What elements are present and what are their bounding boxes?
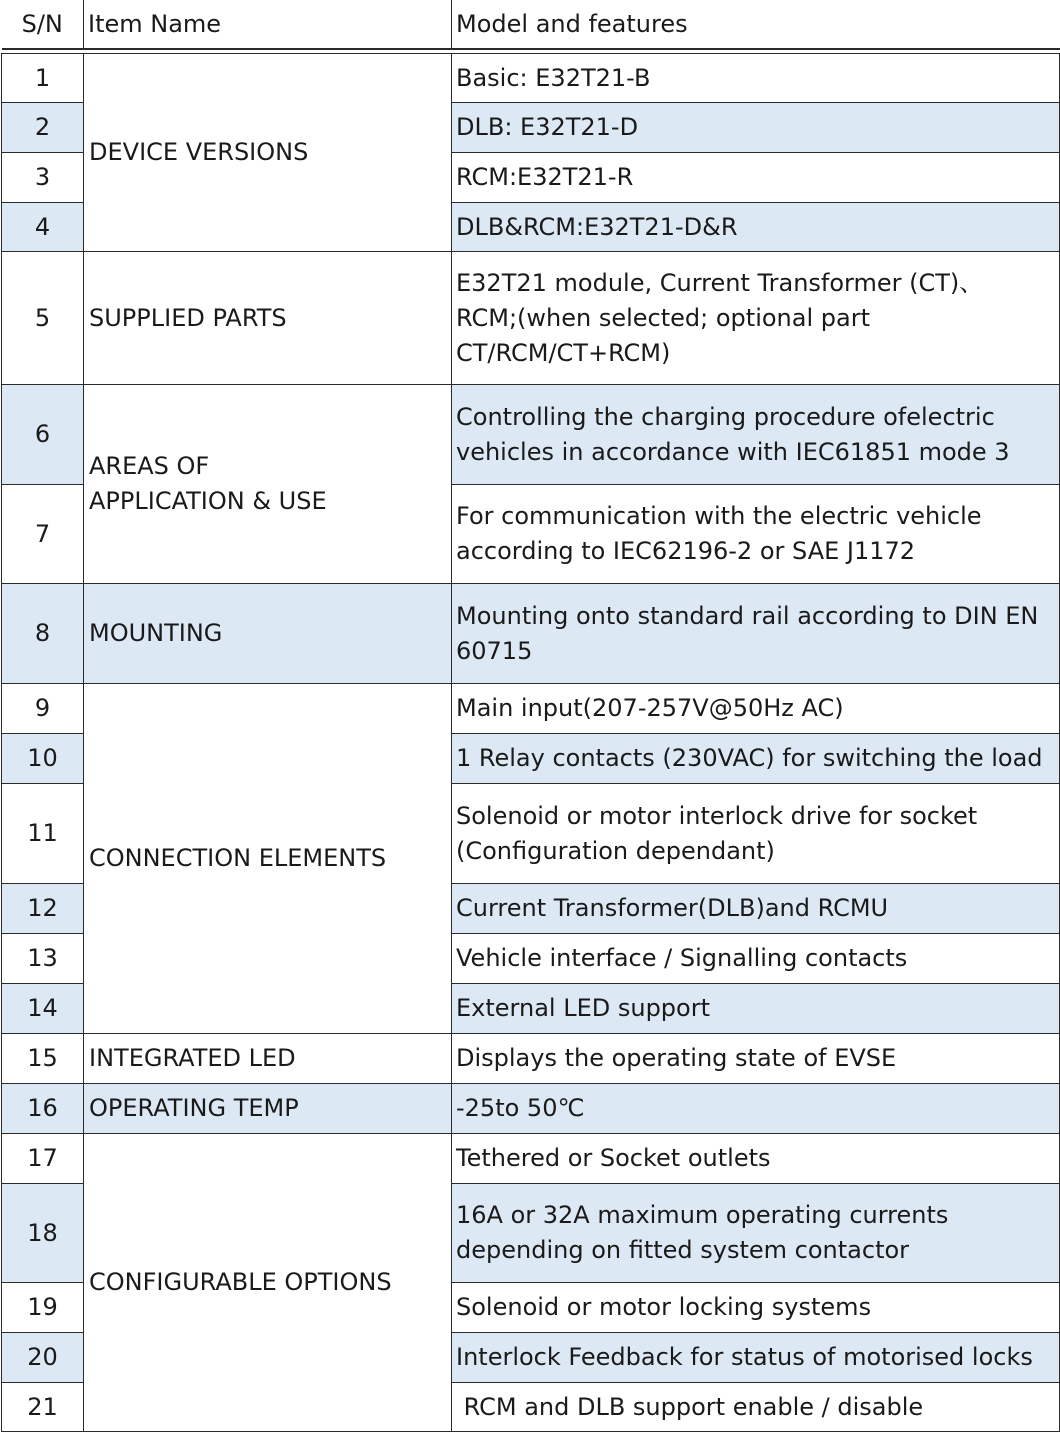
table-header-row bbox=[2, 0, 1060, 49]
row-sn: 10 bbox=[2, 734, 84, 784]
feature-line: Controlling the charging procedure ofelectric bbox=[456, 402, 995, 431]
header-item-name: Item Name bbox=[84, 0, 452, 49]
row-feature: RCM and DLB support enable / disable bbox=[452, 1383, 1060, 1432]
feature-line: 60715 bbox=[456, 636, 533, 665]
group-connection-elements: CONNECTION ELEMENTS bbox=[84, 684, 452, 1034]
table-row bbox=[2, 684, 1060, 734]
feature-line: vehicles in accordance with IEC61851 mode 3 bbox=[456, 437, 1010, 466]
feature-line: Solenoid or motor interlock drive for socket bbox=[456, 801, 978, 830]
row-feature: RCM:E32T21-R bbox=[452, 153, 1060, 203]
row-feature: Vehicle interface / Signalling contacts bbox=[452, 934, 1060, 984]
feature-line: E32T21 module, Current Transformer (CT)、 bbox=[456, 268, 984, 297]
table-row bbox=[2, 252, 1060, 385]
row-feature: External LED support bbox=[452, 984, 1060, 1034]
row-feature: 1 Relay contacts (230VAC) for switching the load bbox=[452, 734, 1060, 784]
row-sn: 7 bbox=[2, 485, 84, 584]
group-integrated-led: INTEGRATED LED bbox=[84, 1034, 452, 1084]
group-areas-of-application bbox=[84, 385, 452, 584]
feature-line: (Configuration dependant) bbox=[456, 836, 775, 865]
row-feature bbox=[452, 784, 1060, 884]
row-sn: 5 bbox=[2, 252, 84, 385]
table-row bbox=[2, 385, 1060, 485]
row-feature: Interlock Feedback for status of motorised locks bbox=[452, 1333, 1060, 1383]
row-sn: 19 bbox=[2, 1283, 84, 1333]
group-configurable-options: CONFIGURABLE OPTIONS bbox=[84, 1134, 452, 1432]
group-supplied-parts: SUPPLIED PARTS bbox=[84, 252, 452, 385]
group-device-versions: DEVICE VERSIONS bbox=[84, 54, 452, 252]
row-feature: DLB&RCM:E32T21-D&R bbox=[452, 203, 1060, 252]
row-sn: 3 bbox=[2, 153, 84, 203]
row-sn: 17 bbox=[2, 1134, 84, 1184]
row-sn: 18 bbox=[2, 1184, 84, 1283]
group-line: AREAS OF bbox=[89, 452, 210, 480]
row-sn: 4 bbox=[2, 203, 84, 252]
row-sn: 13 bbox=[2, 934, 84, 984]
group-operating-temp: OPERATING TEMP bbox=[84, 1084, 452, 1134]
group-line: APPLICATION & USE bbox=[89, 487, 327, 515]
row-feature: DLB: E32T21-D bbox=[452, 103, 1060, 153]
group-mounting: MOUNTING bbox=[84, 584, 452, 684]
row-feature: Main input(207-257V@50Hz AC) bbox=[452, 684, 1060, 734]
header-sn: S/N bbox=[2, 0, 84, 49]
feature-line: RCM;(when selected; optional part bbox=[456, 303, 870, 332]
row-sn: 14 bbox=[2, 984, 84, 1034]
row-feature bbox=[452, 385, 1060, 485]
table-row bbox=[2, 1134, 1060, 1184]
row-sn: 20 bbox=[2, 1333, 84, 1383]
feature-line: For communication with the electric vehicle bbox=[456, 502, 982, 530]
spec-table bbox=[1, 0, 1060, 1432]
row-sn: 21 bbox=[2, 1383, 84, 1432]
feature-line: 16A or 32A maximum operating currents bbox=[456, 1201, 949, 1229]
header-model-features: Model and features bbox=[452, 0, 1060, 49]
row-sn: 2 bbox=[2, 103, 84, 153]
row-feature: Current Transformer(DLB)and RCMU bbox=[452, 884, 1060, 934]
table-row bbox=[2, 1034, 1060, 1084]
row-feature: -25to 50℃ bbox=[452, 1084, 1060, 1134]
feature-line: according to IEC62196-2 or SAE J1172 bbox=[456, 537, 916, 565]
row-sn: 8 bbox=[2, 584, 84, 684]
row-sn: 16 bbox=[2, 1084, 84, 1134]
table-row bbox=[2, 584, 1060, 684]
row-feature bbox=[452, 252, 1060, 385]
row-feature: Basic: E32T21-B bbox=[452, 54, 1060, 103]
row-feature: Solenoid or motor locking systems bbox=[452, 1283, 1060, 1333]
row-feature bbox=[452, 1184, 1060, 1283]
feature-line: CT/RCM/CT+RCM) bbox=[456, 338, 671, 367]
row-sn: 15 bbox=[2, 1034, 84, 1084]
row-sn: 12 bbox=[2, 884, 84, 934]
feature-line: Mounting onto standard rail according to DIN EN bbox=[456, 601, 1039, 630]
row-sn: 9 bbox=[2, 684, 84, 734]
row-feature bbox=[452, 584, 1060, 684]
row-sn: 6 bbox=[2, 385, 84, 485]
table-row bbox=[2, 54, 1060, 103]
feature-line: depending on fitted system contactor bbox=[456, 1236, 910, 1264]
row-feature: Tethered or Socket outlets bbox=[452, 1134, 1060, 1184]
row-feature: Displays the operating state of EVSE bbox=[452, 1034, 1060, 1084]
table-row bbox=[2, 1084, 1060, 1134]
row-feature bbox=[452, 485, 1060, 584]
row-sn: 1 bbox=[2, 54, 84, 103]
row-sn: 11 bbox=[2, 784, 84, 884]
